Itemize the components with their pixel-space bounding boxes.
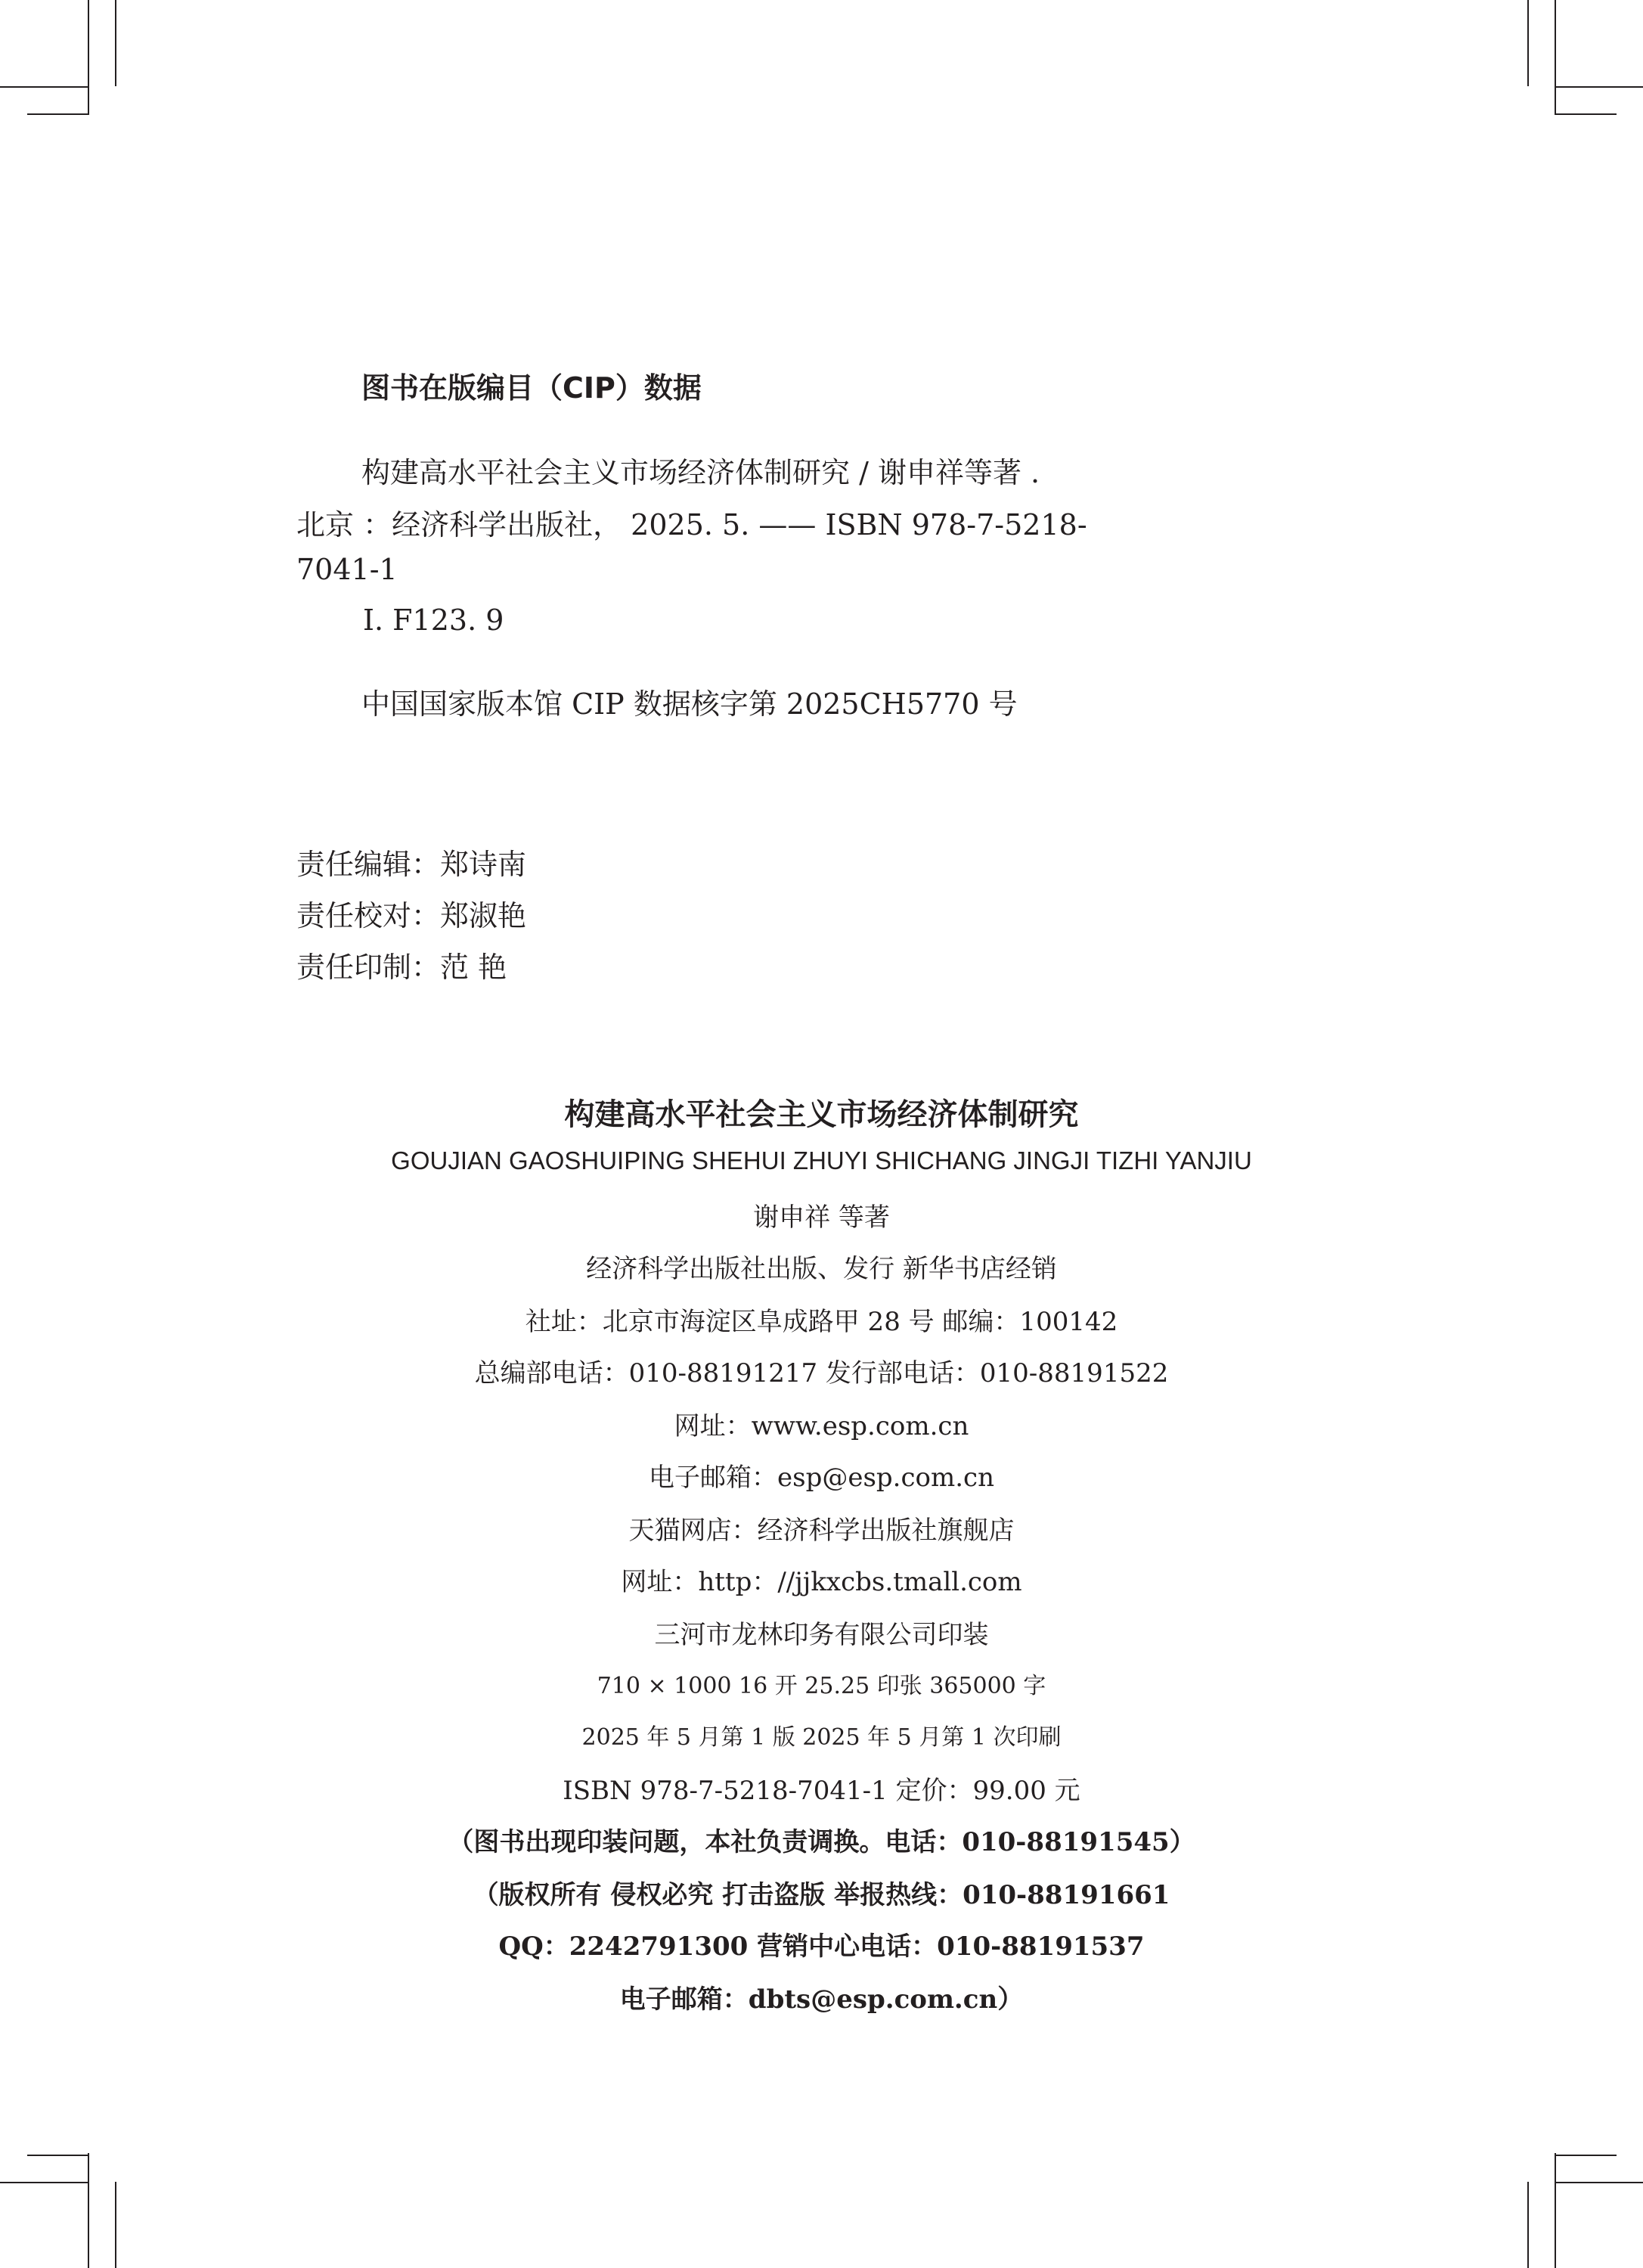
book-title-pinyin: GOUJIAN GAOSHUIPING SHEHUI ZHUYI SHICHANG JINGJI TIZHI YANJIU <box>391 1146 1252 1174</box>
notice-rights: （版权所有 侵权必究 打击盗版 举报热线：010-88191661 <box>473 1880 1170 1910</box>
edition-line: 2025 年 5 月第 1 版 2025 年 5 月第 1 次印刷 <box>581 1724 1062 1751</box>
publisher-line: 经济科学出版社出版、发行 新华书店经销 <box>586 1254 1057 1284</box>
credit-editor: 责任编辑：郑诗南 <box>296 848 527 881</box>
printer-line: 三河市龙林印务有限公司印装 <box>654 1620 989 1650</box>
authors: 谢申祥 等著 <box>753 1202 890 1233</box>
cip-heading: 图书在版编目（CIP）数据 <box>361 371 702 405</box>
credit-printing: 责任印制：范 艳 <box>296 951 507 984</box>
cip-classification: Ⅰ. F123. 9 <box>363 603 504 637</box>
website-line: 网址：www.esp.com.cn <box>674 1411 969 1441</box>
notice-defects: （图书出现印装问题，本社负责调换。电话：010-88191545） <box>448 1827 1195 1857</box>
cip-entry-line-2: 北京 ：经济科学出版社， 2025. 5. —— ISBN 978-7-5218- <box>296 508 1087 541</box>
cip-verification-number: 中国国家版本馆 CIP 数据核字第 2025CH5770 号 <box>361 687 1018 721</box>
tmall-store-line: 天猫网店：经济科学出版社旗舰店 <box>628 1516 1015 1546</box>
notice-qq: QQ：2242791300 营销中心电话：010-88191537 <box>498 1931 1145 1962</box>
specs-line: 710 × 1000 16 开 25.25 印张 365000 字 <box>597 1673 1046 1699</box>
isbn-price-line: ISBN 978-7-5218-7041-1 定价：99.00 元 <box>563 1776 1080 1806</box>
book-title: 构建高水平社会主义市场经济体制研究 <box>564 1097 1079 1132</box>
cip-entry-line-3: 7041-1 <box>296 553 398 586</box>
cip-entry-line-1: 构建高水平社会主义市场经济体制研究 / 谢申祥等著 . <box>361 456 1040 489</box>
phones-line: 总编部电话：010-88191217 发行部电话：010-88191522 <box>474 1358 1169 1388</box>
address-line: 社址：北京市海淀区阜成路甲 28 号 邮编：100142 <box>525 1307 1118 1337</box>
tmall-url-line: 网址：http：//jjkxcbs.tmall.com <box>621 1567 1022 1597</box>
notice-email: 电子邮箱：dbts@esp.com.cn） <box>619 1984 1024 2015</box>
email-line: 电子邮箱：esp@esp.com.cn <box>649 1463 994 1493</box>
credit-proofreader: 责任校对：郑淑艳 <box>296 899 527 932</box>
